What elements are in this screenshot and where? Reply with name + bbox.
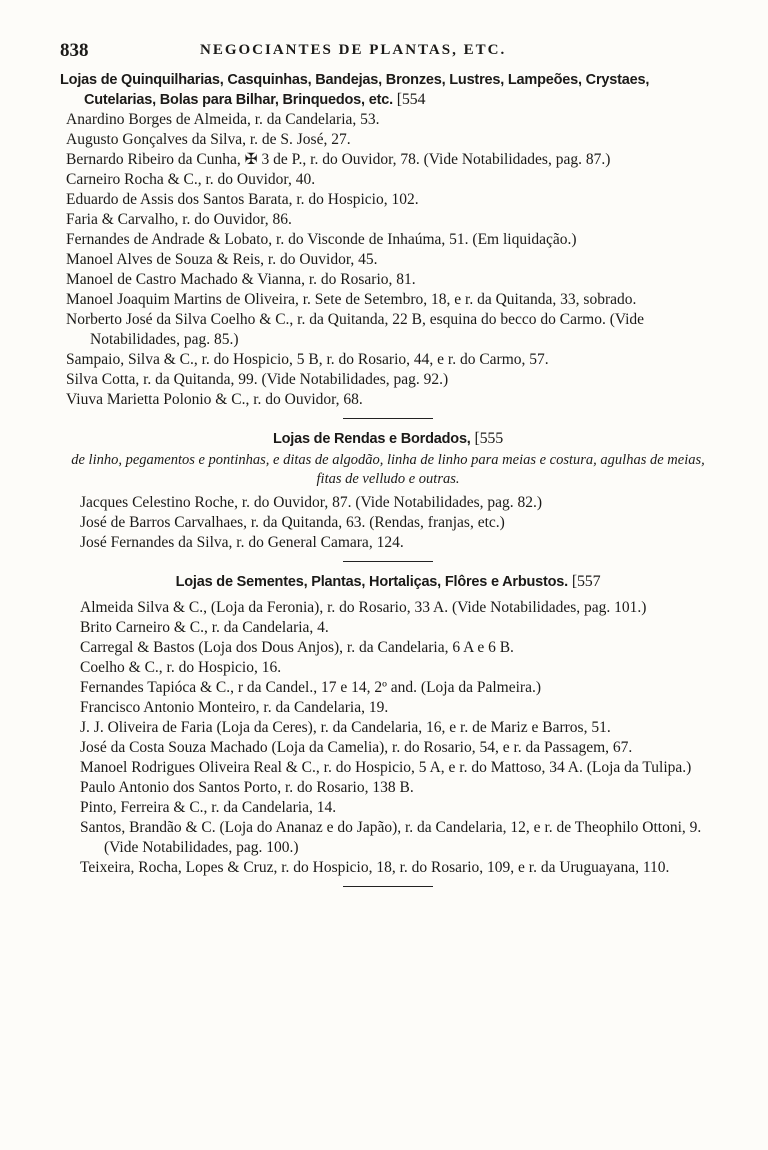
section-heading-554 [60, 70, 716, 110]
list-item: José da Costa Souza Machado (Loja da Camelia), r. do Rosario, 54, e r. da Passagem, 67. [80, 739, 633, 756]
entry-list-554 [60, 110, 716, 410]
section-divider [343, 418, 433, 419]
list-item: Manoel Rodrigues Oliveira Real & C., r. do Hospicio, 5 A, e r. do Mattoso, 34 A. (Loja da Tulipa.) [80, 759, 692, 776]
entry-list-557 [60, 598, 716, 878]
running-head [60, 40, 716, 66]
list-item: Manoel Joaquim Martins de Oliveira, r. Sete de Setembro, 18, e r. da Quitanda, 33, sobrado. [66, 291, 637, 308]
list-item: Fernandes de Andrade & Lobato, r. do Visconde de Inhaúma, 51. (Em liquidação.) [66, 231, 577, 248]
list-item: Santos, Brandão & C. (Loja do Ananaz e do Japão), r. da Candelaria, 12, e r. de Theophilo Ottoni, 9. (Vide Notabilidades, pag. 100.) [80, 819, 702, 856]
section-heading-555 [60, 429, 716, 449]
list-item: Almeida Silva & C., (Loja da Feronia), r. do Rosario, 33 A. (Vide Notabilidades, pag. 101.) [80, 599, 647, 616]
list-item: Carregal & Bastos (Loja dos Dous Anjos), r. da Candelaria, 6 A e 6 B. [80, 639, 514, 656]
list-item: Teixeira, Rocha, Lopes & Cruz, r. do Hospicio, 18, r. do Rosario, 109, e r. da Uruguayana, 110. [80, 859, 670, 876]
section-code: [557 [571, 573, 601, 590]
list-item: Manoel Alves de Souza & Reis, r. do Ouvidor, 45. [66, 251, 378, 268]
section-note: de linho, pegamentos e pontinhas, e ditas de algodão, linha de linho para meias e costura, agulhas de meias, fitas de velludo e outras. [71, 452, 705, 487]
list-item: Francisco Antonio Monteiro, r. da Candelaria, 19. [80, 699, 389, 716]
list-item: Bernardo Ribeiro da Cunha, ✠ 3 de P., r. do Ouvidor, 78. (Vide Notabilidades, pag. 87.) [66, 151, 611, 168]
entry-list-555 [60, 493, 716, 553]
section-heading-text: Lojas de Quinquilharias, Casquinhas, Bandejas, Bronzes, Lustres, Lampeões, Crystaes, Cutelarias, Bolas para Bilhar, Brinquedos, etc. [60, 72, 650, 108]
page-number: 838 [60, 40, 89, 61]
running-title: NEGOCIANTES DE PLANTAS, ETC. [200, 42, 507, 58]
list-item: Norberto José da Silva Coelho & C., r. da Quitanda, 22 B, esquina do becco do Carmo. (Vide Notabilidades, pag. 85.) [66, 311, 645, 348]
section-divider [343, 561, 433, 562]
list-item: Augusto Gonçalves da Silva, r. de S. José, 27. [66, 131, 351, 148]
section-code: [554 [396, 91, 426, 108]
section-heading-557 [60, 572, 716, 592]
section-divider [343, 886, 433, 887]
directory-page [60, 40, 716, 897]
list-item: Sampaio, Silva & C., r. do Hospicio, 5 B, r. do Rosario, 44, e r. do Carmo, 57. [66, 351, 549, 368]
list-item: Manoel de Castro Machado & Vianna, r. do Rosario, 81. [66, 271, 416, 288]
list-item: Eduardo de Assis dos Santos Barata, r. do Hospicio, 102. [66, 191, 419, 208]
section-heading-text: Lojas de Rendas e Bordados, [272, 431, 471, 447]
list-item: José de Barros Carvalhaes, r. da Quitanda, 63. (Rendas, franjas, etc.) [80, 514, 505, 531]
list-item: Viuva Marietta Polonio & C., r. do Ouvidor, 68. [66, 391, 363, 408]
list-item: Brito Carneiro & C., r. da Candelaria, 4. [80, 619, 329, 636]
list-item: Coelho & C., r. do Hospicio, 16. [80, 659, 282, 676]
list-item: Pinto, Ferreira & C., r. da Candelaria, 14. [80, 799, 337, 816]
list-item: Paulo Antonio dos Santos Porto, r. do Rosario, 138 B. [80, 779, 414, 796]
list-item: J. J. Oliveira de Faria (Loja da Ceres), r. da Candelaria, 16, e r. de Mariz e Barros, 51. [80, 719, 611, 736]
list-item: Silva Cotta, r. da Quitanda, 99. (Vide Notabilidades, pag. 92.) [66, 371, 449, 388]
list-item: Jacques Celestino Roche, r. do Ouvidor, 87. (Vide Notabilidades, pag. 82.) [80, 494, 543, 511]
list-item: José Fernandes da Silva, r. do General Camara, 124. [80, 534, 404, 551]
list-item: Fernandes Tapióca & C., r da Candel., 17 e 14, 2º and. (Loja da Palmeira.) [80, 679, 541, 696]
section-heading-text: Lojas de Sementes, Plantas, Hortaliças, Flôres e Arbustos. [175, 574, 568, 590]
list-item: Anardino Borges de Almeida, r. da Candelaria, 53. [66, 111, 380, 128]
list-item: Carneiro Rocha & C., r. do Ouvidor, 40. [66, 171, 316, 188]
section-code: [555 [474, 430, 504, 447]
list-item: Faria & Carvalho, r. do Ouvidor, 86. [66, 211, 292, 228]
